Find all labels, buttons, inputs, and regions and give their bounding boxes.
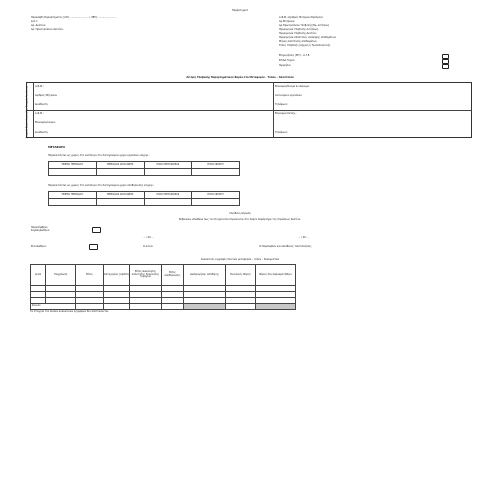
- summary-cell[interactable]: [130, 304, 162, 310]
- summary-header: Είδος: [76, 265, 104, 286]
- received-checkbox[interactable]: [92, 227, 101, 233]
- movements-table-1: [48, 161, 240, 176]
- applicant-signature-label: Ο αιτών: [143, 245, 153, 248]
- summary-header: Φόρος που παρακρατήθηκε: [256, 265, 296, 286]
- summary-cell[interactable]: [76, 304, 104, 310]
- party2-field-left: Α.Φ.Μ.:: [35, 112, 44, 115]
- date-placeholder-right: ... / 20 ...: [298, 236, 309, 239]
- summary-header: Είδος Διακίνησης απόκτησης διακίνησης τεμαχίου: [130, 265, 162, 286]
- header-right-line: Α.Φ.Μ. (Αριθμός Μητρώου Εμπόρου):: [279, 16, 324, 19]
- header-right-line: Ημερομηνία Υποβολής Αιτήσεως:: [279, 28, 319, 31]
- table2-cell[interactable]: [192, 199, 240, 206]
- summary-cell[interactable]: [226, 304, 256, 310]
- summary-header: Είδος αποθήκευσης: [162, 265, 184, 286]
- party1-field-left: Α.Φ.Μ.:: [35, 85, 44, 88]
- header-right-line: Αρ.Πρωτοκόλλου Υποβολής/Ημ. αιτήσεως: [279, 24, 330, 27]
- table2-header: ΠΟΣΟ ΦΟΡΟΥ: [192, 192, 240, 199]
- party2-field-right: Επωνυμία Καταχ.:: [275, 112, 297, 115]
- table2-header: ΠΟΣΟ ΜΕΤΑΦΟΡΑΣ: [144, 192, 192, 199]
- table2-header: ΠΕΡΙΟΔΟΣ ΑΠΟΛΑΒΗΣ: [96, 192, 144, 199]
- parties-divider: [26, 110, 472, 111]
- summary-shaded-cell: [256, 304, 296, 310]
- table1-cell[interactable]: [144, 169, 192, 176]
- party1-field-left: Αριθμός Μητρώου: [35, 94, 57, 97]
- declaration-title: Υπεύθυνη Δήλωση: [229, 212, 251, 215]
- group2-label: Στοιχεία Φορέα Αποστολής: [25, 108, 29, 139]
- date-placeholder: ... / 20 ...: [143, 236, 154, 239]
- annex-label: Παράρτημα ΙΙ: [231, 9, 249, 12]
- summary-header: Διαδρομή/αρ. Αποθήκης: [184, 265, 226, 286]
- middle-column-line: [273, 82, 274, 138]
- table1-header: ΠΟΣΟ ΦΟΡΟΥ: [192, 162, 240, 169]
- summary-table: [30, 264, 296, 310]
- party1-field-left: Διεύθυνση:: [35, 103, 49, 106]
- accepted-checkbox[interactable]: [89, 244, 98, 250]
- accepted-label: Εκτυπώθηκε:: [31, 245, 47, 248]
- check-label-3: Ημερήσια: [279, 64, 291, 67]
- summary-header: Συνολικός Φόρος: [226, 265, 256, 286]
- table2-header: ΗΜΕΡΑ ΠΕΡΙΟΔΟΥ: [49, 192, 97, 199]
- movements-title: ΜΕΤΑΦΟΡΑ: [48, 145, 66, 149]
- summary-header: Υποχρέωση: [46, 265, 76, 286]
- table1-header: ΗΜΕΡΑ ΠΕΡΙΟΔΟΥ: [49, 162, 97, 169]
- table1-header: ΠΟΣΟ ΜΕΤΑΦΟΡΑΣ: [144, 162, 192, 169]
- summary-footnote: Τα στοιχεία του πίνακα αναλυτικών εγγραφών δεν αποτελούνται.: [30, 310, 109, 313]
- summary-cell[interactable]: [162, 304, 184, 310]
- table2-cell[interactable]: [96, 199, 144, 206]
- party1-field-right: Επωνυμία/Ονομα & επώνυμο:: [275, 85, 310, 88]
- header-left-line-3: Αρ. Πρωτοκόλλου Δελτίου:: [31, 28, 64, 31]
- table2-caption: Παρακατιόνται ως χώρος στο κατάλογο στο διατηρούμενο χώρο αποθήκευσης επιχειρ.:: [48, 184, 155, 187]
- summary-total-row: [31, 304, 296, 310]
- reference-line: Παραλαβή Παραρτήματος (ΑΠ): ........................ / (ΗΕΙ): ........................: [31, 16, 117, 19]
- official-signature-label: Ο Παραλαβών και υπεύθυνος ταυτοποίησης: [259, 245, 312, 248]
- summary-header: α/α/α: [31, 265, 46, 286]
- header-right-line: Ημερομηνία Υποβολής Δελτίου:: [279, 32, 317, 35]
- table1-caption: Παρακατιόνται ως χώρος στο κατάλογο στο διατηρούμενο χώρο εργασιών επιχειρ.:: [48, 154, 150, 157]
- header-right-line: Αρ.Μητρώου:: [279, 20, 296, 23]
- table1-cell[interactable]: [96, 169, 144, 176]
- check-label-1: Επιχειρήσεις (ΕΙΤ) – Α.Γ.Ε.: [279, 54, 311, 57]
- summary-cell[interactable]: [104, 304, 130, 310]
- table1-cell[interactable]: [192, 169, 240, 176]
- header-right-line: Τύπος Υποβολής (Αρχική ή Τροποποιητική): [279, 44, 331, 47]
- summary-total-label: Σύνολο: [31, 304, 76, 310]
- party2-field-left: Διεύθυνση:: [35, 131, 49, 134]
- header-left-line-1: Δ.Ο.Υ.: [31, 20, 39, 23]
- table2-cell[interactable]: [49, 199, 97, 206]
- received-label: Παραλήφθηκε Συμπληρώθηκε:: [31, 226, 50, 233]
- party2-field-right: Τηλέφωνο:: [275, 131, 288, 134]
- party2-field-left: Επωνυμία/ονομα:: [35, 121, 56, 124]
- party1-field-right: Τηλέφωνο:: [275, 103, 288, 106]
- declaration-text: Βεβαιώνω υπεύθυνα πως τα στοιχεία που δηλώνονται στο παρόν παράρτημα της δηλώσεως Δελτίου.: [179, 218, 301, 221]
- table1-header: ΠΕΡΙΟΔΟΣ ΑΠΟΛΑΒΗΣ: [96, 162, 144, 169]
- party1-field-right: Αντικείμενο εργασιών:: [275, 94, 303, 97]
- check-label-2: ΕΛ/ΔΑ Ξηρού: [279, 59, 295, 62]
- summary-shaded-cell: [184, 304, 226, 310]
- check-box-3[interactable]: [442, 64, 449, 69]
- header-right-line: Μήνας αποστολής αποθεμάτων: [279, 40, 317, 43]
- header-left-line-2: Αρ. Δελτίου:: [31, 24, 46, 27]
- summary-header: Κατηγορίας (Αριθ.Κ): [104, 265, 130, 286]
- movements-table-2: [48, 191, 240, 206]
- table1-cell[interactable]: [49, 169, 97, 176]
- summary-title: Αναλυτικές εγγραφές δεικτών μεταφορέα – τύπου – διακομιστών: [200, 258, 280, 261]
- section-title: Αίτηση Υποβολής Παραρτηματικού Φορέα στα Μεταφορέα – Τύπου – Αποστολέα: [186, 76, 294, 79]
- group1-label: Στοιχεία Αιτούντος: [25, 85, 29, 108]
- table2-cell[interactable]: [144, 199, 192, 206]
- header-right-line: Ημερομηνία Αποστολής ανάληψης αποθεμάτων: [279, 36, 336, 39]
